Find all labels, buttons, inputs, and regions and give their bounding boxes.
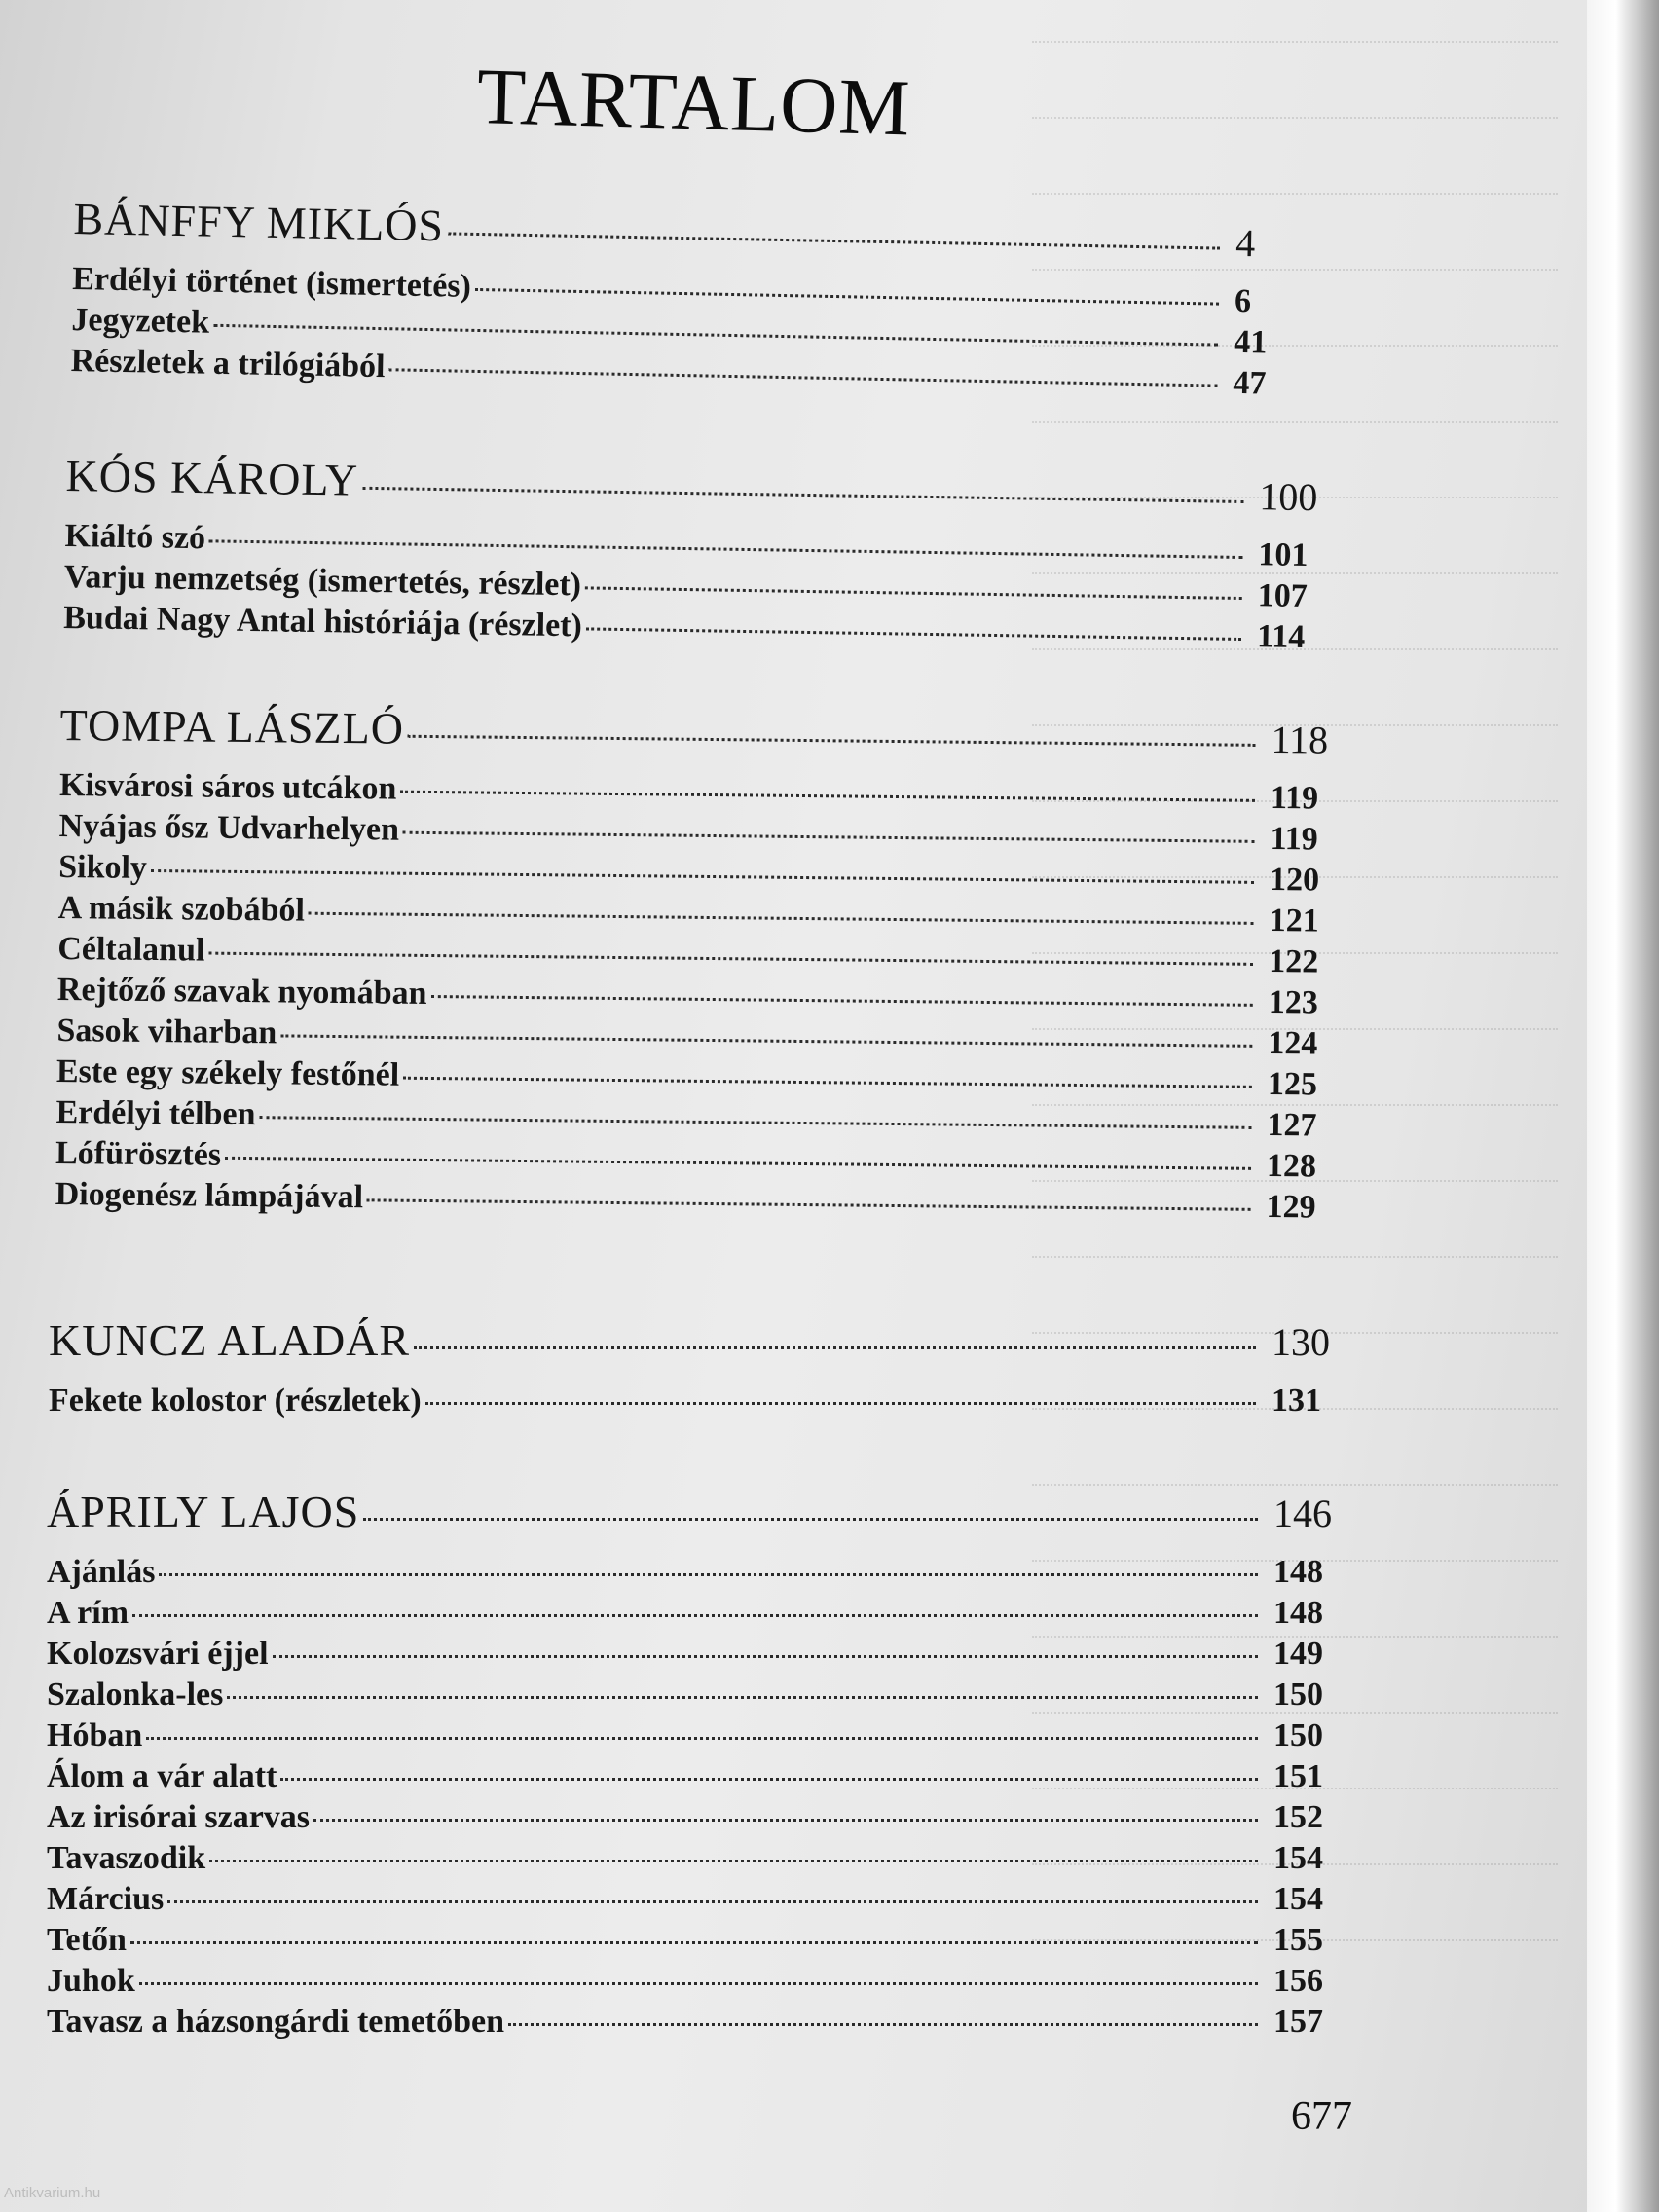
leader-dots [363,1518,1258,1521]
page-number: 157 [1273,2004,1323,2040]
page-number: 123 [1268,984,1318,1021]
leader-dots [213,324,1218,347]
toc-section [55,699,1343,1231]
leader-dots [208,952,1253,966]
leader-dots [313,1819,1258,1822]
leader-dots [448,232,1220,249]
entry-title: Diogenész lámpájával [55,1175,364,1216]
entry-title: Tavaszodik [47,1840,206,1876]
leader-dots [585,586,1242,600]
leader-dots [309,912,1254,925]
entry-title: Az irisórai szarvas [47,1799,311,1835]
leader-dots [227,1696,1258,1699]
toc-entry [47,1595,1346,1636]
page-number: 120 [1269,862,1320,899]
page-number: 154 [1273,1881,1323,1917]
leader-dots [259,1116,1251,1129]
entry-title: Március [47,1881,165,1917]
entry-title: Céltalanul [57,930,205,969]
leader-dots [130,1941,1258,1944]
page-number: 4 [1235,220,1256,266]
page-number: 150 [1273,1677,1323,1713]
page-number: 150 [1273,1717,1323,1753]
page-number: 146 [1273,1492,1332,1535]
leader-dots [586,627,1241,641]
page-number: 118 [1271,718,1329,762]
toc-entry [47,1840,1346,1881]
entry-title: Szalonka-les [47,1677,224,1713]
toc-entry [49,1382,1344,1423]
entry-title: Részletek a trilógiából [70,342,386,386]
page-number: 127 [1267,1107,1317,1144]
page-number: 131 [1272,1382,1321,1419]
toc-entry [47,1554,1346,1595]
entry-title: Nyájas ősz Udvarhelyen [58,807,400,848]
leader-dots [132,1614,1258,1617]
leader-dots [225,1157,1251,1170]
page-number: 119 [1270,821,1318,858]
page-number: 47 [1233,364,1267,402]
entry-title: Sikoly [57,848,148,886]
entry-title: Ajánlás [47,1554,156,1590]
toc-section [47,1486,1346,2045]
page-number: 122 [1269,943,1319,980]
entry-title: A másik szobából [57,889,306,929]
page-number: 6 [1234,282,1252,320]
toc-section [63,450,1332,660]
page-number: 149 [1273,1636,1323,1672]
page-edge [1587,0,1659,2212]
leader-dots [273,1655,1258,1658]
toc-entry [47,1799,1346,1840]
leader-dots [139,1982,1258,1985]
entry-title: Juhok [47,1963,135,1999]
page-number: 130 [1272,1320,1330,1364]
page-number: 41 [1233,323,1268,361]
leader-dots [414,1346,1256,1349]
entry-title: Tavasz a házsongárdi temetőben [47,2004,505,2040]
watermark: Antikvarium.hu [4,2185,101,2201]
toc-entry [47,1963,1346,2004]
leader-dots [209,539,1242,559]
page-number: 156 [1273,1963,1323,1999]
leader-dots [159,1573,1258,1576]
toc-entry [47,1758,1346,1799]
author-name: ÁPRILY LAJOS [47,1487,360,1536]
page-number: 125 [1267,1066,1318,1103]
toc-section [70,193,1309,407]
entry-title: Kisvárosi sáros utcákon [58,766,397,807]
entry-title: Rejtőző szavak nyomában [56,971,427,1012]
page-number: 114 [1256,618,1306,656]
entry-title: Álom a vár alatt [47,1758,277,1794]
author-name: KÓS KÁROLY [65,450,359,505]
entry-title: Este egy székely festőnél [55,1052,400,1093]
leader-dots [362,487,1243,503]
page-number: 155 [1273,1922,1323,1958]
leader-dots [430,995,1252,1007]
toc-entry [47,1677,1346,1717]
entry-title: Varju nemzetség (ismertetés, részlet) [63,558,582,604]
leader-dots [508,2023,1258,2026]
entry-title: Erdélyi történet (ismertetés) [71,260,472,305]
leader-dots [146,1737,1258,1740]
toc-section [49,1314,1344,1423]
page-title: TARTALOM [475,52,912,153]
page-number: 128 [1266,1148,1317,1185]
page-number: 154 [1273,1840,1323,1876]
leader-dots [367,1198,1251,1211]
page-number: 151 [1273,1758,1323,1794]
leader-dots [280,1778,1258,1781]
page-number: 101 [1258,536,1309,574]
toc-entry [47,2004,1346,2045]
author-name: KUNCZ ALADÁR [49,1315,411,1365]
entry-title: Sasok viharban [56,1012,277,1051]
leader-dots [209,1860,1258,1862]
page-number: 119 [1270,780,1319,817]
page-number: 100 [1259,474,1318,520]
entry-title: A rím [47,1595,129,1631]
leader-dots [475,288,1219,306]
page-number: 121 [1269,903,1319,940]
toc-entry [47,1636,1346,1677]
entry-title: Kiáltó szó [64,517,206,557]
author-name: TOMPA LÁSZLÓ [59,699,405,754]
entry-title: Fekete kolostor (részletek) [49,1382,422,1419]
leader-dots [425,1402,1256,1405]
entry-title: Budai Nagy Antal históriája (részlet) [62,599,583,645]
leader-dots [408,735,1256,747]
section-header [49,1314,1344,1382]
entry-title: Erdélyi télben [55,1093,256,1133]
page-folio: 677 [1291,2094,1352,2139]
entry-title: Jegyzetek [71,301,210,341]
leader-dots [403,1077,1252,1088]
leader-dots [403,831,1255,843]
entry-title: Kolozsvári éjjel [47,1636,269,1672]
page-number: 129 [1266,1189,1316,1226]
page-number: 124 [1268,1025,1318,1062]
leader-dots [388,368,1217,387]
page-number: 148 [1273,1595,1323,1631]
entry-title: Tetőn [47,1922,127,1958]
toc-entry [47,1922,1346,1963]
page-number: 152 [1273,1799,1323,1835]
toc-entry [47,1881,1346,1922]
author-name: BÁNFFY MIKLÓS [73,193,445,251]
leader-dots [167,1900,1258,1903]
entry-title: Hóban [47,1717,143,1753]
page-number: 148 [1273,1554,1323,1590]
entry-title: Lófürösztés [55,1134,222,1173]
section-header [47,1486,1346,1554]
leader-dots [400,791,1255,802]
leader-dots [280,1034,1252,1047]
page-number: 107 [1257,577,1309,615]
toc-entry [47,1717,1346,1758]
leader-dots [151,869,1254,884]
